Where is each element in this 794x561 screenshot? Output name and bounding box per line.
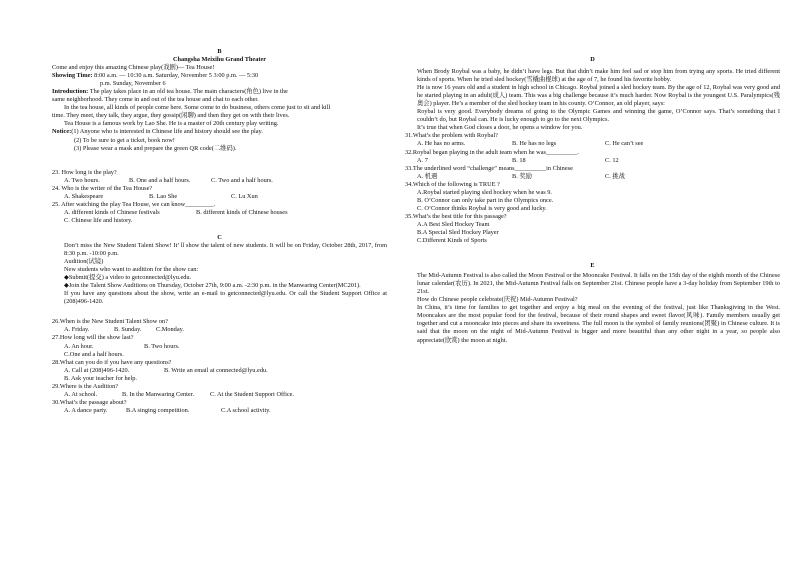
q34: 34.Which of the following is TRUE ?	[405, 180, 500, 188]
q29-options	[52, 391, 387, 399]
q29: 29.Where is the Audition?	[52, 382, 119, 390]
q31-option-a: A. He has no arms.	[417, 140, 466, 148]
e-paragraph-2: How do Chinese people celebrate(庆祝) Mid-Autumn Festival?	[417, 296, 578, 304]
q24-option-c: C. Lu Xun	[231, 192, 258, 200]
q25-option-a: A. different kinds of Chinese festivals	[64, 208, 160, 216]
q32-option-a: A. 7	[417, 156, 428, 164]
q32-options	[405, 157, 780, 165]
q29-option-a: A. At school.	[64, 390, 98, 398]
q24: 24. Who is the writer of the Tea House?	[52, 184, 153, 192]
q25-options	[52, 209, 387, 217]
q27-options	[52, 343, 387, 351]
q30-option-b: B.A singing competition.	[126, 406, 190, 414]
q27-option-c: C.One and a half hours.	[64, 350, 124, 358]
q23: 23. How long is the play?	[52, 168, 117, 176]
d-paragraph-1: When Brody Roybal was a baby, he didn’t have legs. But that didn’t make him feel sad or stop him from trying any sports. He tried different kinds of sports. When he tried sled hockey(雪橇曲棍球) at the age of 7, he found his favorite hobby.	[417, 68, 780, 84]
q33-options	[405, 173, 780, 181]
c-paragraph-1: Don’t miss the New Student Talent Show! It’ ll show the talent of new students. It will be on Friday, October 28th, 2017, from 8:30 p.m. -10:00 p.m.	[64, 241, 387, 258]
b-intro-4: time. They meet, they talk, they argue, they gossip(闲聊) and then they get on with their lives.	[52, 112, 290, 120]
b-notice-2: (2) To be sure to get a ticket, book now!	[74, 136, 175, 144]
section-b-letter: B	[217, 48, 222, 55]
q28: 28.What can you do if you have any questions?	[52, 358, 172, 366]
q35: 35.What’s the best title for this passage?	[405, 212, 507, 220]
section-d-letter: D	[590, 56, 595, 63]
b-notice-1: Notice:(1) Anyone who is interested in Chinese life and history should see the play.	[52, 128, 263, 136]
b-intro-1: Introduction: The play takes place in an old tea house. The main characters(角色) live in the	[52, 88, 288, 96]
q26: 26.When is the New Student Talent Show on?	[52, 318, 168, 326]
q35-option-a: A.A Best Sled Hockey Team	[417, 220, 490, 228]
q23-option-a: A. Two hours.	[64, 176, 100, 184]
q33: 33.The underlined word “challenge” means__________in Chinese	[405, 164, 573, 172]
q27-option-b: B. Two hours.	[144, 342, 180, 350]
d-paragraph-3: Roybal is very good. Everybody dreams of going to the Olympic Games and winning the game, O’Connor says. That’s something that I couldn’t do, but Roybal can. He is lucky enough to go to the next Olympics.	[417, 108, 780, 124]
section-c-letter: C	[217, 233, 222, 241]
b-showing-1: Showing Time: 8:00 a.m. — 10:30 a.m. Saturday, November 5 3:00 p.m. — 5:30	[52, 72, 259, 80]
right-column	[405, 0, 780, 345]
q29-option-b: B. In the Manwaring Center.	[122, 390, 195, 398]
c-bullet-1: ◆Submit(提交) a video to getconnected@lyu.edu.	[64, 274, 192, 282]
q31: 31.What’s the problem with Roybal?	[405, 132, 498, 140]
q23-options	[52, 177, 387, 185]
e-paragraph-3: In China, it’s time for families to get together and enjoy a big meal on the evening of the festival, just like Thanksgiving in the West. Mooncakes are the most popular food for the festival, because of their round shapes and sweet flavor(风味). Family members usually get together and cut a mooncake into pieces and share its sweetness. The full moon is the symbol of family reunions(团聚) in Chinese culture. It is said that the moon on the night of Mid-Autumn Festival is bigger and more beautiful than any other night in a year, so people also appreciate(欣赏) the moon at night.	[417, 304, 780, 344]
q30-options	[52, 407, 387, 415]
q30: 30.What’s the passage about?	[52, 398, 127, 406]
q30-option-c: C.A school activity.	[221, 406, 271, 414]
q24-option-b: B. Lao She	[149, 192, 178, 200]
b-notice-3: (3) Please wear a mask and prepare the green QR code(二维码).	[74, 144, 237, 152]
q24-option-a: A. Shakespeare	[64, 192, 104, 200]
q28-option-b: B. Write an email at connected@lyu.edu.	[164, 366, 268, 374]
q34-option-a: A.Roybal started playing sled hockey when he was 9.	[417, 188, 553, 196]
c-bullet-2: ◆Join the Talent Show Auditions on Thursday, October 27th, 9:00 a.m. -2:30 p.m. in the Manwaring Center(MC201).	[64, 282, 361, 290]
q32: 32.Roybal began playing in the adult team when he was__________.	[405, 148, 580, 156]
q25-option-b: B. different kinds of Chinese houses	[196, 208, 288, 216]
d-paragraph-4: It’s true that when God closes a door, he opens a window for you.	[417, 124, 583, 132]
q23-option-c: C. Two and a half hours.	[211, 176, 273, 184]
left-column	[52, 0, 387, 415]
q31-option-c: C. He can’t see	[605, 140, 644, 148]
q31-option-b: B. He has no legs	[512, 140, 557, 148]
q27-option-a: A. An hour.	[64, 342, 94, 350]
q35-option-b: B.A Special Sled Hockey Player	[417, 228, 499, 236]
q33-option-b: B. 奖励	[512, 172, 532, 180]
d-paragraph-2: He is now 16 years old and a student in high school in Chicago. Roybal joined a sled hockey team. By the age of 12, Roybal was very good and he started playing in an adult(成人) team. This was a big challenge because it’s much harder. Now Roybal is the youngest U.S. Paralympics(残奥会) player. He’s a member of the sled hockey team in his county. O’Connor, an old player, says:	[417, 84, 780, 108]
q25: 25. After watching the play Tea House, we can know_________.	[52, 200, 216, 208]
q33-option-c: C. 挑战	[605, 172, 625, 180]
q24-options	[52, 193, 387, 201]
q26-option-c: C.Monday.	[156, 326, 184, 334]
q32-option-b: B. 18	[512, 156, 526, 164]
section-e-letter: E	[590, 262, 595, 270]
q34-option-b: B. O’Connor can only take part in the Olympics once.	[417, 196, 554, 204]
b-intro-3: In the tea house, all kinds of people come here. Some come to do business, others come just to sit and kill	[64, 104, 331, 112]
c-questions: If you have any questions about the show, write an e-mail to getconnected@lyu.edu. Or call the Student Support Office at (208)496-1420.	[64, 290, 387, 306]
q33-option-a: A. 机遇	[417, 172, 438, 180]
q27: 27.How long will the show last?	[52, 334, 134, 342]
q28-option-a: A. Call at (208)496-1420.	[64, 366, 130, 374]
c-audition: Audition(试镜)	[64, 258, 104, 266]
q34-option-c: C. O’Connor thinks Roybal is very good and lucky.	[417, 204, 547, 212]
q26-option-b: B. Sunday.	[114, 326, 142, 334]
q30-option-a: A. A dance party.	[64, 406, 108, 414]
q25-option-c: C. Chinese life and history.	[64, 216, 133, 224]
b-intro-line: Come and enjoy this amazing Chinese play(戏剧)— Tea House!	[52, 64, 215, 72]
q32-option-c: C. 12	[605, 156, 619, 164]
q28-options	[52, 367, 387, 375]
q31-options	[405, 140, 780, 148]
q26-option-a: A. Friday.	[64, 326, 90, 334]
section-b-title: Changsha Meixihu Grand Theater	[172, 56, 267, 64]
q26-options	[52, 326, 387, 334]
q23-option-b: B. One and a half hours.	[129, 176, 191, 184]
b-showing-2: p.m. Sunday, November 6	[100, 80, 166, 88]
q35-option-c: C.Different Kinds of Sports	[417, 237, 487, 245]
b-intro-2: same neighborhood. They come in and out of the tea house and chat to each other.	[52, 96, 259, 104]
b-intro-5: Tea House is a famous work by Lao She. He is a master of 20th century play writing.	[64, 120, 279, 128]
e-paragraph-1: The Mid-Autumn Festival is also called the Moon Festival or the Mooncake Festival. It falls on the 15th day of the eighth month of the Chinese lunar calendar(农历). In 2021, the Mid-Autumn Festival falls on September 21st. Chinese people have a 3-day holiday from September 19th to 21st.	[417, 272, 780, 296]
c-new-students: New students who want to audition for the show can:	[64, 266, 199, 274]
q28-option-c: B. Ask your teacher for help.	[64, 374, 137, 382]
q29-option-c: C. At the Student Support Office.	[210, 390, 295, 398]
